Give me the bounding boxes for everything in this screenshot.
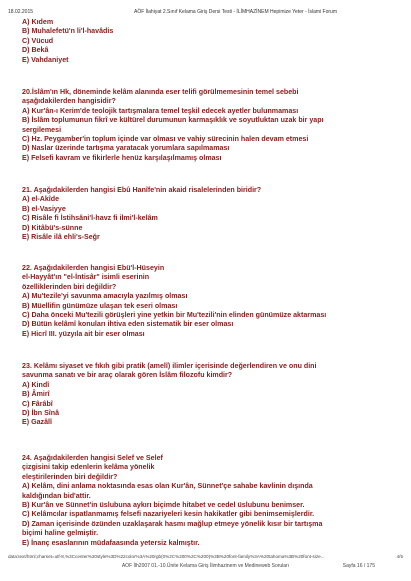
option: E) İnanç esaslarının müdafaasında yetersiz kalmıştır. (22, 538, 200, 547)
question-text: 23. Kelâmı siyaset ve fıkıh gibi pratik (amelî) ilimler içerisinde değerlendiren ve onu dini (22, 362, 317, 370)
option: E) Gazâlî (22, 418, 52, 427)
question-text: el-Hayyât'ın "el-İntisâr" isimli eserinin (22, 273, 150, 282)
question-text: 22. Aşağıdakilerden hangisi Ebü'l-Hüseyin (22, 264, 165, 272)
option: A) Kindî (22, 380, 50, 389)
page-footer (8, 554, 403, 562)
option: sergilemesi (22, 125, 62, 134)
question-text: 21. Aşağıdakilerden hangisi Ebû Hanîfe'nin akaid risalelerinden biridir? (22, 186, 262, 194)
question-22 (22, 264, 402, 339)
option: B) İslâm toplumunun fikrî ve kültürel durumunun karmaşıklık ve soyutluktan uzak bir yapı (22, 116, 324, 125)
option: D) Bütün kelâmî konuları ihtiva eden sistematik bir eser olması (22, 320, 234, 329)
footer-page-counter: 4/5 (396, 554, 403, 559)
header-title: AÖF İlahiyat 2.Sınıf Kelama Giriş Dersi Testi - İLİMHAZİNEM Hepimize Yeter - İslami Forum (133, 8, 338, 15)
option: C) Daha önceki Mu'tezili görüşleri yine yetkin bir Mu'tezili'nin elinden günümüze aktarması (22, 311, 327, 320)
question-text: özelliklerinden biri değildir? (22, 282, 117, 291)
option: A) Kur'ân-ı Kerim'de teolojik tartışmalara temel teşkil edecek ayetler bulunmaması (22, 106, 299, 115)
question-text: savunma sanatı ve bir araç olarak gören İslâm filozofu kimdir? (22, 371, 233, 380)
option: B) Âmirî (22, 390, 50, 399)
option: A) el-Akîde (22, 195, 60, 204)
option: B) el-Vasiyye (22, 204, 66, 213)
option: C) Risâle fi İstihsâni'l-havz fi ilmi'l-kelâm (22, 214, 158, 223)
option: E) Felsefi kavram ve fikirlerle henüz karşılaşılmamış olması (22, 153, 222, 162)
question-text: eleştirilerinden biri değildir? (22, 472, 118, 481)
option: C) Hz. Peygamber'in toplum içinde var olması ve vahiy sürecinin halen devam etmesi (22, 135, 309, 144)
page-header (8, 7, 403, 16)
option: kaldığından bid'attir. (22, 491, 91, 500)
question-24 (22, 454, 402, 548)
option: B) Müellifin günümüze ulaşan tek eseri olması (22, 301, 178, 310)
option: C) Fârâbî (22, 399, 53, 408)
option: D) Naslar üzerinde tartışma yaratacak yorumlara sapılmaması (22, 144, 230, 153)
option: D) Zaman içerisinde özünden uzaklaşarak hasmı mağlup etmeye yönelik kısır bir tartışma (22, 519, 323, 528)
option: D) İbn Sînâ (22, 409, 60, 418)
question-text: 20.İslâm'ın Hk, döneminde kelâm alanında eser telifi görülmemesinin temel sebebi (22, 88, 299, 96)
document-footer (8, 563, 403, 571)
question-text: çizgisini takip edenlerin kelâma yönelik (22, 463, 155, 472)
previous-question-options (22, 18, 402, 65)
option: B) Kur'ân ve Sünnet'in üslubuna aykırı biçimde hitabet ve cedel üslubunu benimser. (22, 501, 305, 510)
question-21 (22, 186, 402, 242)
option: B) Muhalefetü'n li'l-havâdis (22, 27, 114, 36)
option: A) Mu'tezile'yi savunma amacıyla yazılmış olması (22, 292, 188, 301)
question-20 (22, 88, 402, 163)
header-date: 18.02.2015 (8, 8, 34, 15)
option: A) Kıdem (22, 18, 54, 26)
question-23 (22, 362, 402, 428)
footer-url: data:text/html;charset=utf-8,%3Ccenter%20style%3D%22color%3A%20rgb(0%2C%200%2C%200)%3B%20font-family%3A%20tahoma%3B%20font-size... (8, 554, 325, 559)
option: E) Vahdaniyet (22, 55, 69, 64)
footer-page-label: Sayfa 16 / 175 (342, 563, 375, 569)
option: biçimi haline gelmiştir. (22, 529, 99, 538)
option: D) Kitâbü's-sünne (22, 223, 83, 232)
question-text: aşağıdakilerden hangisidir? (22, 97, 116, 106)
option: C) Vücud (22, 36, 54, 45)
option: E) Risâle ilâ ehli's-Seğr (22, 233, 100, 242)
option: A) Kelâm, dini anlama noktasında esas olan Kur'ân, Sünnet'çe sahabe kavlinin dışında (22, 482, 313, 491)
question-text: 24. Aşağıdakilerden hangisi Selef ve Selef (22, 454, 163, 462)
option: C) Kelâmcılar ispatlanmamış felsefi nazariyeleri kesin hakikatler gibi benimsemişlerdir. (22, 510, 315, 519)
footer-doc-title: AOF İlh2007 01.-10.Ünite Kelama Giriş İlimhazinem ve Medineweb Soruları (121, 563, 290, 569)
option: D) Bekâ (22, 46, 49, 55)
option: E) Hicrî III. yüzyıla ait bir eser olması (22, 329, 145, 338)
